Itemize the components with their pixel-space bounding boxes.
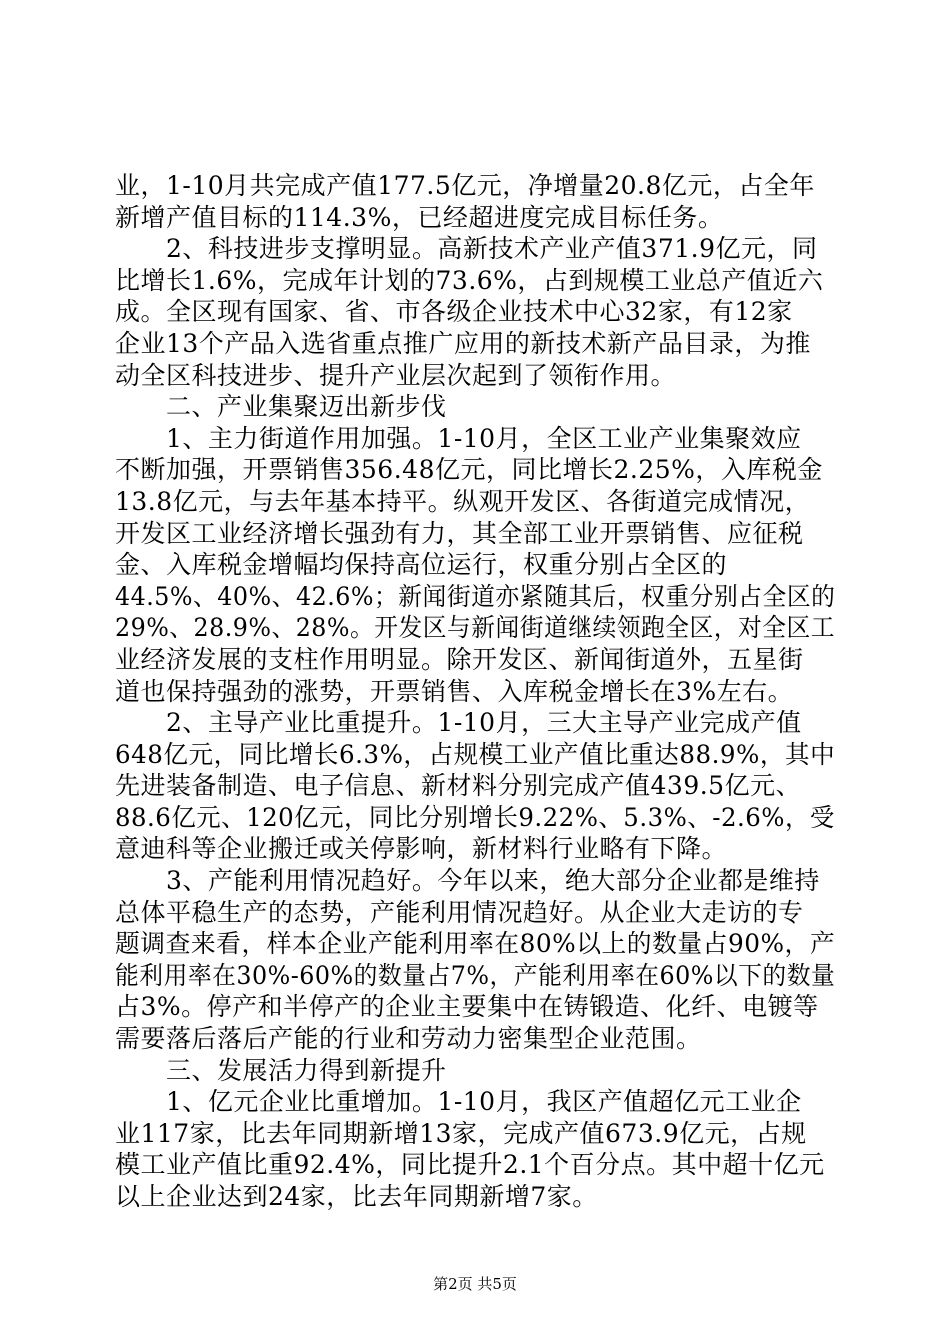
page-footer: 第2页 共5页 — [433, 1275, 517, 1293]
text-line: 1、主力街道作用加强。1-10月，全区工业产业集聚效应 — [115, 423, 802, 453]
text-line: 13.8亿元，与去年基本持平。纵观开发区、各街道完成情况， — [115, 486, 811, 516]
text-line: 动全区科技进步、提升产业层次起到了领衔作用。 — [115, 360, 677, 390]
text-line: 新增产值目标的114.3%，已经超进度完成目标任务。 — [115, 202, 724, 232]
text-line: 成。全区现有国家、省、市各级企业技术中心32家，有12家 — [115, 297, 793, 327]
text-line: 占3%。停产和半停产的企业主要集中在铸锻造、化纤、电镀等 — [115, 992, 819, 1022]
text-line: 比增长1.6%，完成年计划的73.6%，占到规模工业总产值近六 — [115, 265, 824, 295]
text-line: 1、亿元企业比重增加。1-10月，我区产值超亿元工业企 — [115, 1087, 802, 1117]
section-heading: 三、发展活力得到新提升 — [115, 1055, 447, 1085]
text-line: 3、产能利用情况趋好。今年以来，绝大部分企业都是维持 — [115, 866, 820, 896]
text-line: 开发区工业经济增长强劲有力，其全部工业开票销售、应征税 — [115, 518, 804, 548]
text-line: 道也保持强劲的涨势，开票销售、入库税金增长在3%左右。 — [115, 676, 794, 706]
text-line: 648亿元，同比增长6.3%，占规模工业产值比重达88.9%，其中 — [115, 739, 836, 769]
text-line: 企业13个产品入选省重点推广应用的新技术新产品目录，为推 — [115, 328, 811, 358]
text-line: 需要落后落后产能的行业和劳动力密集型企业范围。 — [115, 1024, 702, 1054]
section-heading: 二、产业集聚迈出新步伐 — [115, 392, 447, 422]
text-line: 总体平稳生产的态势，产能利用情况趋好。从企业大走访的专 — [115, 897, 804, 927]
text-line: 业经济发展的支柱作用明显。除开发区、新闻街道外，五星街 — [115, 644, 804, 674]
body-text — [115, 170, 835, 1213]
text-line: 业117家，比去年同期新增13家，完成产值673.9亿元，占规 — [115, 1118, 807, 1148]
text-line: 模工业产值比重92.4%，同比提升2.1个百分点。其中超十亿元 — [115, 1150, 825, 1180]
text-line: 能利用率在30%-60%的数量占7%，产能利用率在60%以下的数量 — [115, 960, 836, 990]
text-line: 44.5%、40%、42.6%；新闻街道亦紧随其后，权重分别占全区的 — [115, 581, 836, 611]
text-line: 29%、28.9%、28%。开发区与新闻街道继续领跑全区，对全区工 — [115, 613, 836, 643]
text-line: 意迪科等企业搬迁或关停影响，新材料行业略有下降。 — [115, 834, 728, 864]
text-line: 88.6亿元、120亿元，同比分别增长9.22%、5.3%、-2.6%，受 — [115, 802, 835, 832]
text-line: 题调查来看，样本企业产能利用率在80%以上的数量占90%，产 — [115, 929, 836, 959]
text-line: 先进装备制造、电子信息、新材料分别完成产值439.5亿元、 — [115, 771, 802, 801]
text-line: 2、主导产业比重提升。1-10月，三大主导产业完成产值 — [115, 708, 802, 738]
text-line: 以上企业达到24家，比去年同期新增7家。 — [115, 1182, 598, 1211]
text-line: 不断加强，开票销售356.48亿元，同比增长2.25%，入库税金 — [115, 455, 823, 485]
text-line: 业，1-10月共完成产值177.5亿元，净增量20.8亿元，占全年 — [115, 171, 815, 200]
text-line: 2、科技进步支撑明显。高新技术产业产值371.9亿元，同 — [115, 234, 818, 264]
text-line: 金、入库税金增幅均保持高位运行，权重分别占全区的 — [115, 550, 728, 580]
